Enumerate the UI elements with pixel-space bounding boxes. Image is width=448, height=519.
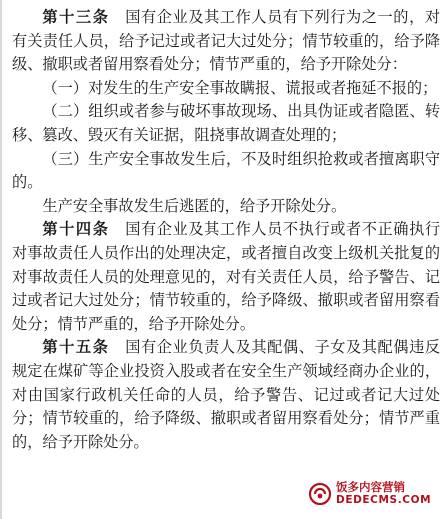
- article-14-body: 国有企业及其工作人员不执行或者不正确执行对事故责任人员作出的处理决定，或者擅自改变上级机关批复的对事故责任人员的处理意见的，对有关责任人员，给予警告、记过或者记大过处分；情节较重的，给予降级、撤职或者留用察看处分；情节严重的，给予开除处分。: [12, 220, 441, 333]
- article-13-heading: 第十三条: [42, 8, 110, 26]
- watermark-logo-icon: [308, 482, 332, 506]
- article-13-closing: 生产安全事故发生后逃匿的，给予开除处分。: [42, 196, 347, 215]
- watermark: [304, 477, 444, 511]
- article-14-paragraph: [12, 218, 440, 336]
- article-13-intro: 国有企业及其工作人员有下列行为之一的，对有关责任人员，给予记过或者记大过处分；情节较重的，给予降级、撤职或者留用察看处分；情节严重的，给予开除处分：: [12, 8, 441, 74]
- article-13-item-2: （二）组织或者参与破坏事故现场、出具伪证或者隐匿、转移、篡改、毁灭有关证据，阻挠事故调查处理的；: [12, 102, 440, 144]
- regulation-text: [12, 6, 440, 454]
- watermark-title: 饭多内容营销: [336, 480, 405, 494]
- article-15-heading: 第十五条: [42, 338, 110, 357]
- article-13-item-3: （三）生产安全事故发生后，不及时组织抢救或者擅离职守的。: [12, 149, 440, 192]
- article-13-item-1: （一）对发生的生产安全事故瞒报、谎报或者拖延不报的；: [42, 78, 438, 97]
- article-15-paragraph: [12, 336, 440, 454]
- watermark-url: DEDECMS.COM: [336, 494, 432, 506]
- article-15-body: 国有企业负责人及其配偶、子女及其配偶违反规定在煤矿等企业投资入股或者在安全生产领域经商办企业的，对由国家行政机关任命的人员，给予警告、记过或者记大过处分；情节较重的，给予降级、撤职或者留用察看处分；情节严重的，给予开除处分。: [12, 338, 441, 451]
- article-13-intro-paragraph: [12, 6, 440, 77]
- watermark-text: [336, 481, 431, 507]
- article-14-heading: 第十四条: [42, 220, 110, 239]
